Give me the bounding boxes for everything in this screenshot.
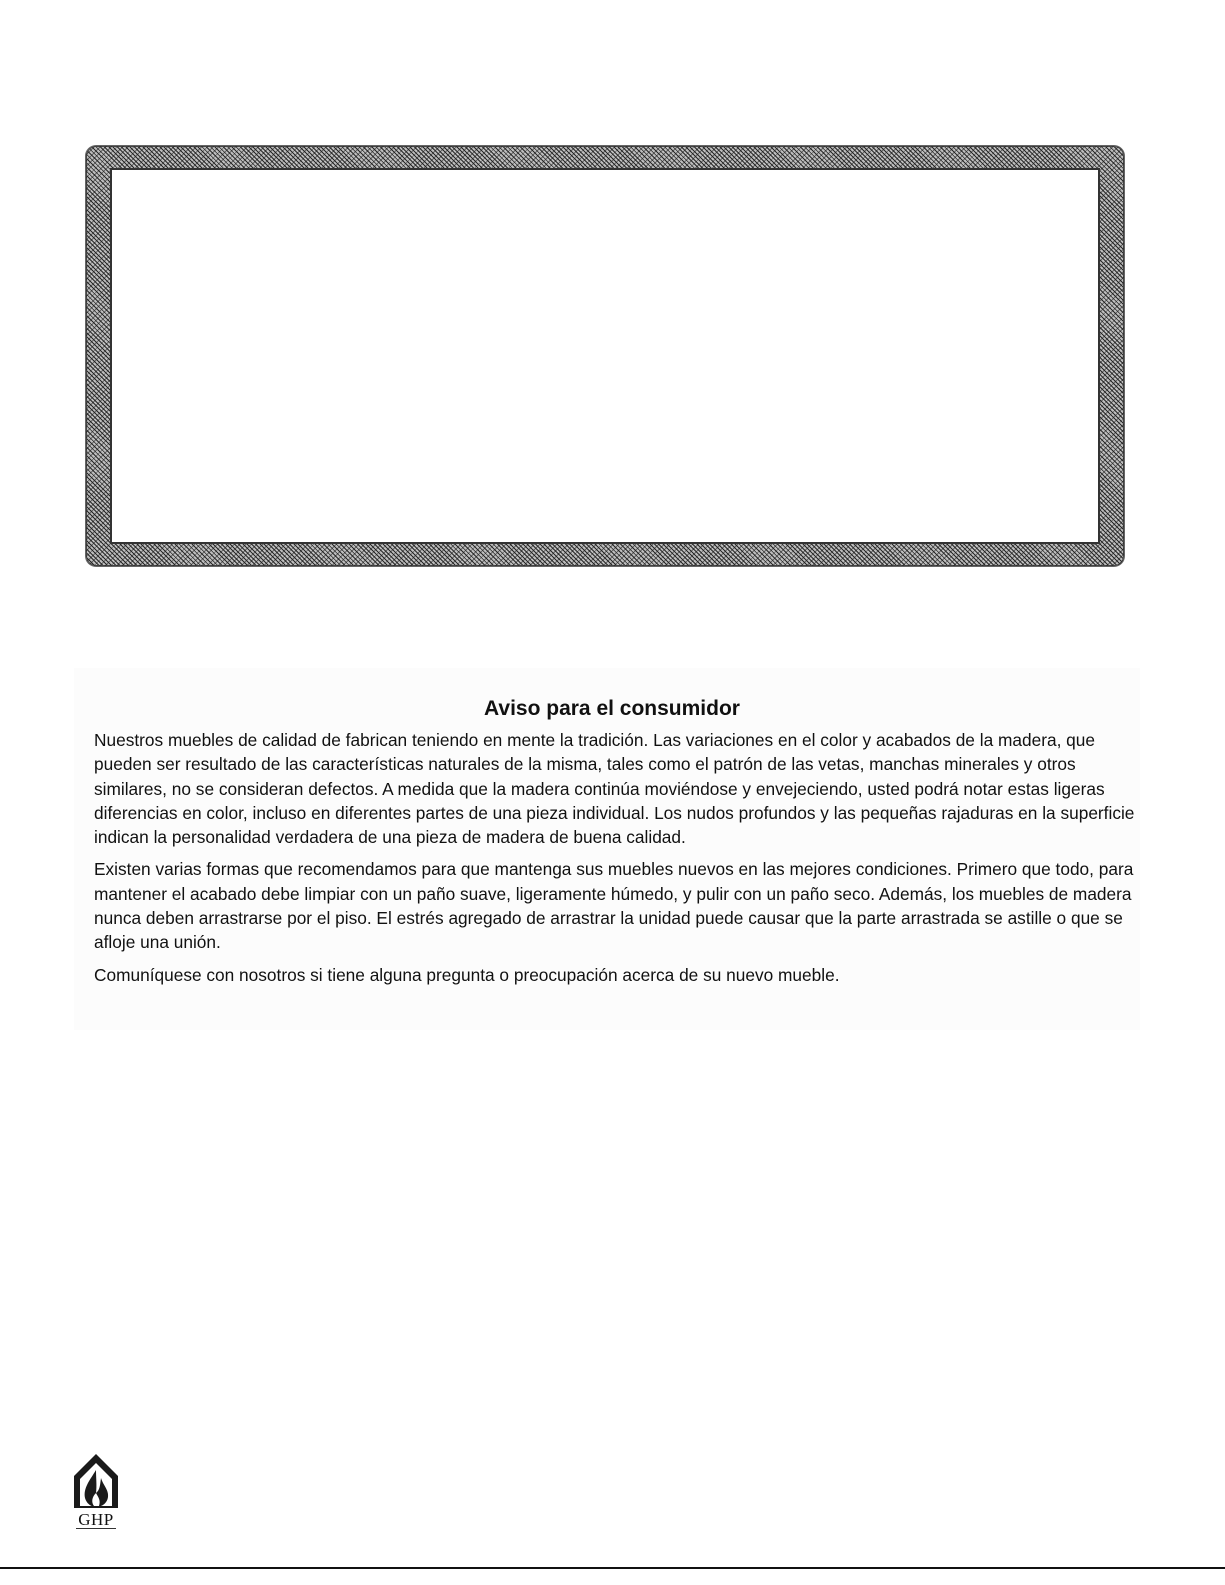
page-bottom-rule (0, 1567, 1225, 1569)
logo-wordmark: GHP (78, 1510, 114, 1529)
notice-body (94, 728, 1140, 995)
notice-paragraph-2: Existen varias formas que recomendamos para que mantenga sus muebles nuevos en las mejores condiciones. Primero que todo, para mantener el acabado debe limpiar con un paño suave, ligeramente húmedo, y pulir con un paño seco. Además, los muebles de madera nunca deben arrastrarse por el piso. El estrés agregado de arrastrar la unidad puede causar que la parte arrastrada se astille o que se afloje una unión. (94, 859, 1134, 953)
consumer-notice-box (74, 668, 1140, 1030)
notice-paragraph-1: Nuestros muebles de calidad de fabrican teniendo en mente la tradición. Las variaciones en el color y acabados de la madera, que pueden ser resultado de las características naturales de la misma, tales como el patrón de las vetas, manchas minerales y otros similares, no se consideran defectos. A medida que la madera continúa moviéndose y envejeciendo, usted podrá notar estas ligeras diferencias en color, incluso en diferentes partes de una pieza individual. Los nudos profundos y las pequeñas rajaduras en la superficie indican la personalidad verdadera de una pieza de madera de buena calidad. (94, 730, 1135, 848)
certificate-blank-area (110, 168, 1100, 544)
certificate-border-frame (86, 146, 1124, 566)
logo-underline (76, 1528, 116, 1533)
notice-paragraph-3: Comuníquese con nosotros si tiene alguna pregunta o preocupación acerca de su nuevo mueble. (94, 964, 840, 985)
notice-title: Aviso para el consumidor (484, 697, 740, 720)
